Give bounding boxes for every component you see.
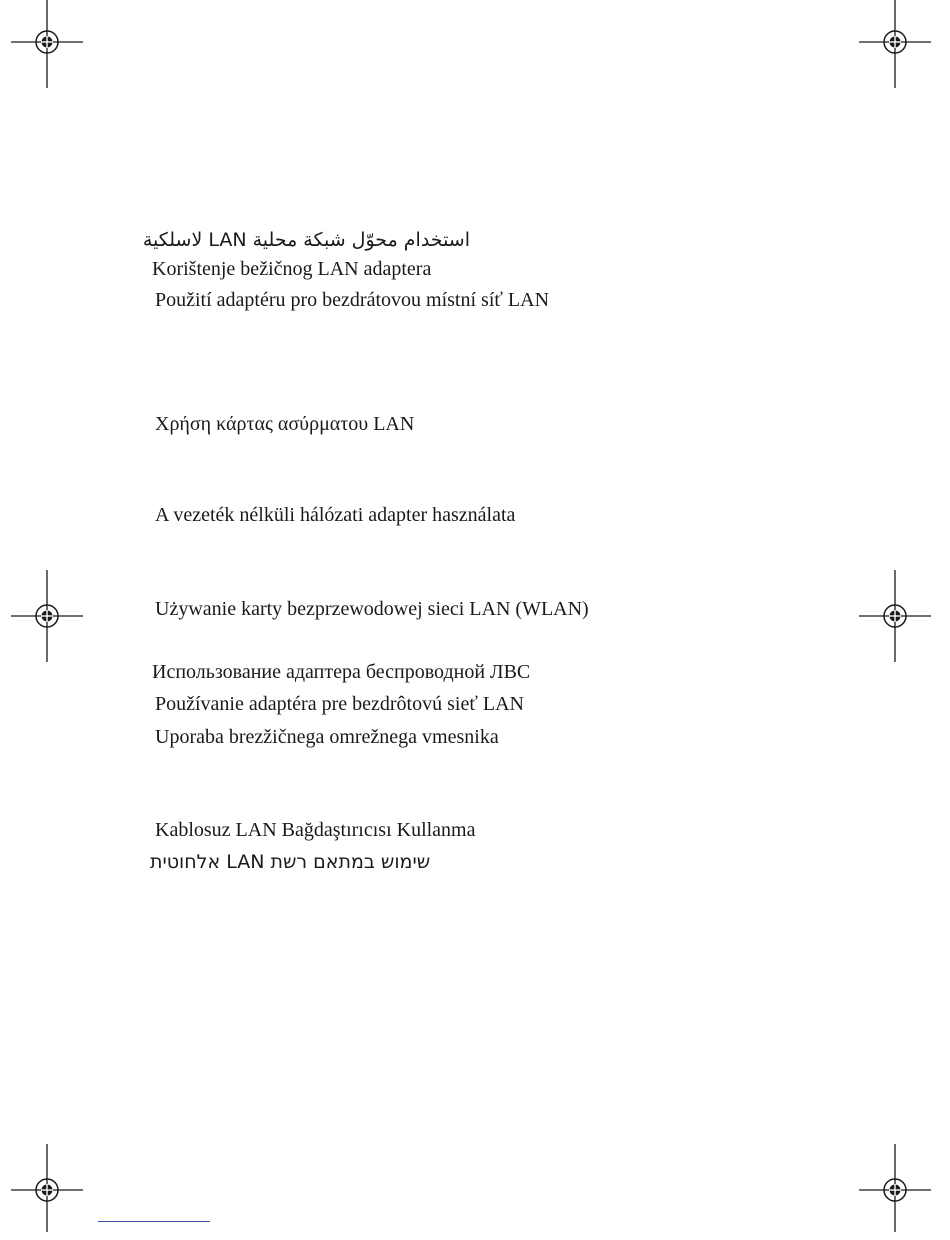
title-slovak: Používanie adaptéra pre bezdrôtovú sieť LAN [155, 693, 524, 715]
registration-mark-icon [0, 0, 97, 92]
title-croatian: Korištenje bežičnog LAN adaptera [152, 258, 432, 280]
title-hungarian: A vezeték nélküli hálózati adapter használata [155, 504, 516, 526]
title-arabic: استخدام محوّل شبكة محلية LAN لاسلكية [142, 229, 470, 251]
title-russian: Использование адаптера беспроводной ЛВС [152, 661, 531, 683]
registration-mark-icon [845, 0, 945, 92]
title-hebrew: שימוש במתאם רשת LAN אלחוטית [150, 851, 431, 873]
registration-mark-icon [0, 1140, 97, 1240]
title-slovenian: Uporaba brezžičnega omrežnega vmesnika [155, 726, 499, 748]
registration-mark-icon [845, 1140, 945, 1240]
bottom-underline [98, 1221, 210, 1222]
registration-mark-icon [845, 566, 945, 666]
title-turkish: Kablosuz LAN Bağdaştırıcısı Kullanma [155, 819, 476, 841]
registration-mark-icon [0, 566, 97, 666]
title-greek: Χρήση κάρτας ασύρματου LAN [155, 413, 415, 435]
title-czech: Použití adaptéru pro bezdrátovou místní síť LAN [155, 289, 550, 311]
title-polish: Używanie karty bezprzewodowej sieci LAN (WLAN) [155, 598, 589, 620]
